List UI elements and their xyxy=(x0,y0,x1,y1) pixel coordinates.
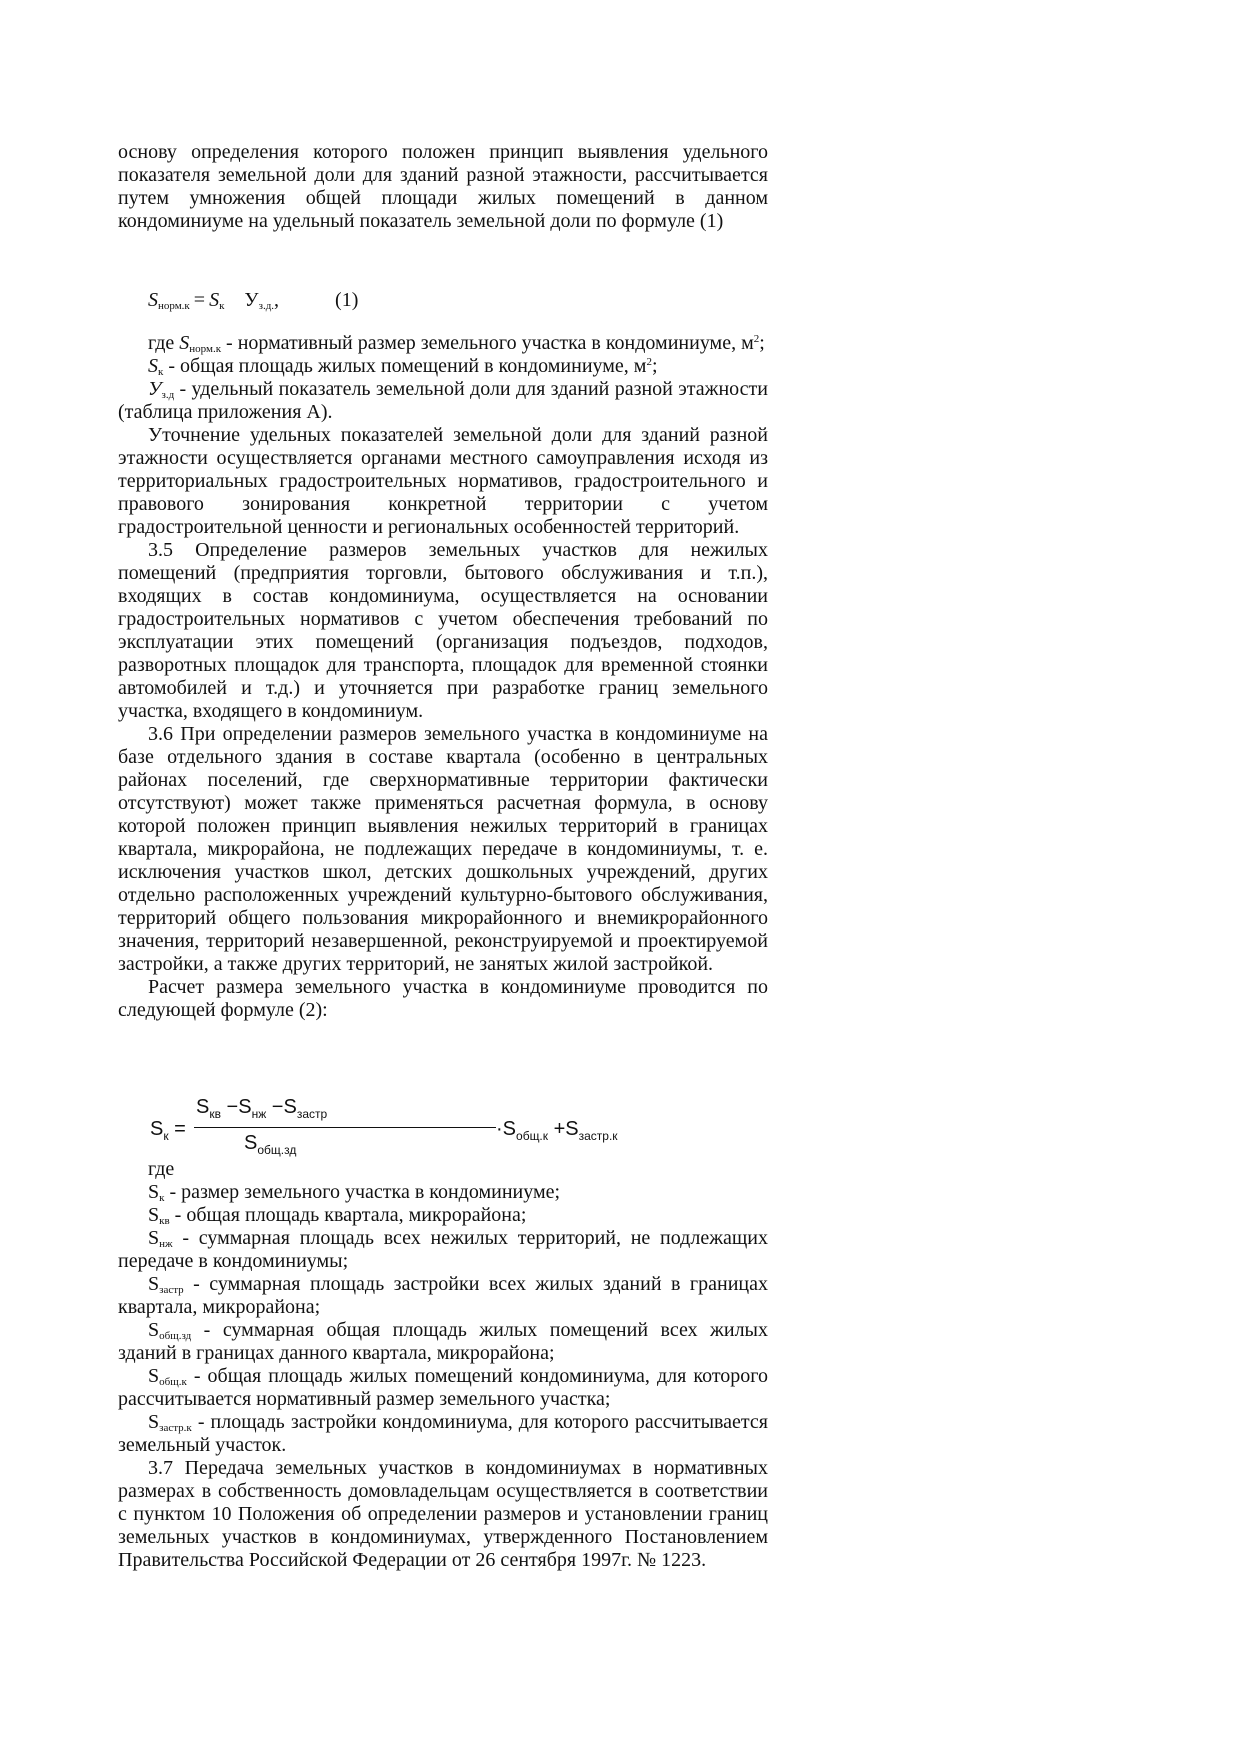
paragraph-3-7: 3.7 Передача земельных участков в кондоминиумах в нормативных размерах в собственность домовладельцам осуществляется в соответствии с пунктом 10 Положения об определении размеров и установлении границ земельных участков в кондоминиумах, утвержденного Постановлением Правительства Российской Федерации от 26 сентября 1997г. № 1223. xyxy=(118,1457,768,1571)
definition-sobschk: $S_{общ.к}$ - общая площадь жилых помещений кондоминиума, для которого рассчитывается нормативный размер земельного участка; xyxy=(118,1365,768,1410)
formula-2-denominator: $S_{общ.зд}$ xyxy=(244,1132,297,1157)
paragraph-3-6: 3.6 При определении размеров земельного участка в кондоминиуме на базе отдельного здания в составе квартала (особенно в центральных районах поселений, где сверхнормативные территории фактически отсутствуют) может также применяться расчетная формула, в основу которой положен принцип выявления нежилых территорий в границах квартала, микрорайона, не подлежащих передаче в кондоминиумы, т. е. исключения участков школ, детских дошкольных учреждений, других отдельно расположенных учреждений культурно-бытового обслуживания, территорий общего пользования микрорайонного и внемикрорайонного значения, территорий незавершенной, реконструируемой и проектируемой застройки, а также других территорий, не занятых жилой застройкой. xyxy=(118,723,768,975)
formula-comma: , xyxy=(274,289,280,311)
formula-subscript: к xyxy=(219,300,225,312)
fraction-line xyxy=(194,1127,496,1128)
formula-subscript: з.д. xyxy=(258,300,275,312)
definition-skv: $S_{кв}$ - общая площадь квартала, микрорайона; xyxy=(148,1204,527,1227)
formula-symbol: У xyxy=(244,289,259,311)
paragraph-refine: Уточнение удельных показателей земельной доли для зданий разной этажности осуществляется органами местного самоуправления исходя из территориальных градостроительных нормативов, градостроительного и правового зонирования конкретной территории с учетом градостроительной ценности и региональных особенностей территорий. xyxy=(118,424,768,538)
definition-snzh: $S_{нж}$ - суммарная площадь всех нежилых территорий, не подлежащих передаче в кондоминиумы; xyxy=(118,1227,768,1272)
paragraph-calc: Расчет размера земельного участка в кондоминиуме проводится по следующей формуле (2): xyxy=(118,976,768,1021)
definition-sk: $S_к$ - размер земельного участка в кондоминиуме; xyxy=(148,1181,561,1204)
definition-szastr: $S_{застр}$ - суммарная площадь застройки всех жилых зданий в границах квартала, микрорайона; xyxy=(118,1273,768,1318)
formula-2-rhs: $\cdot S_{общ.к} +S_{застр.к}$ xyxy=(496,1118,618,1143)
text-block-bottom xyxy=(118,1158,768,1572)
text-block-middle xyxy=(118,332,768,1022)
paragraph-3-5: 3.5 Определение размеров земельных участков для нежилых помещений (предприятия торговли, бытового обслуживания и т.п.), входящих в состав кондоминиума, осуществляется на основании градостроительных нормативов с учетом обеспечения требований по эксплуатации этих помещений (организация подъездов, подходов, разворотных площадок для транспорта, площадок для временной стоянки автомобилей и т.д.) и уточняется при разработке границ земельного участка, входящего в кондоминиум. xyxy=(118,539,768,722)
formula-2-lhs: $S_к$ = xyxy=(150,1118,186,1143)
definition-sobschzd: $S_{общ.зд}$ - суммарная общая площадь жилых помещений всех жилых зданий в границах данного квартала, микрорайона; xyxy=(118,1319,768,1364)
formula-number: (1) xyxy=(335,289,359,311)
formula-symbol: S xyxy=(148,289,158,311)
formula-1 xyxy=(148,287,358,313)
definitions-heading: где xyxy=(148,1158,175,1180)
definition-szastrk: $S_{застр.к}$ - площадь застройки кондоминиума, для которого рассчитывается земельный участок. xyxy=(118,1411,768,1456)
where-item-1: где $S_{норм.к}$ - нормативный размер земельного участка в кондоминиуме, $м^2$; xyxy=(148,332,765,355)
paragraph-intro: основу определения которого положен принцип выявления удельного показателя земельной доли для зданий разной этажности, рассчитывается путем умножения общей площади жилых помещений в данном кондоминиуме на удельный показатель земельной доли по формуле (1) xyxy=(118,141,768,232)
formula-2-numerator: $S_{кв} -S_{нж} -S_{застр}$ xyxy=(196,1096,328,1121)
where-item-2: $S_к$ - общая площадь жилых помещений в кондоминиуме, $м^2$; xyxy=(148,355,658,378)
where-item-3: $У_{з.д}$ - удельный показатель земельной доли для зданий разной этажности (таблица приложения А). xyxy=(118,378,768,423)
text-block-top xyxy=(118,141,768,233)
formula-symbol: S xyxy=(209,289,220,311)
formula-subscript: норм.к xyxy=(158,300,190,312)
formula-equals: = xyxy=(193,289,206,311)
